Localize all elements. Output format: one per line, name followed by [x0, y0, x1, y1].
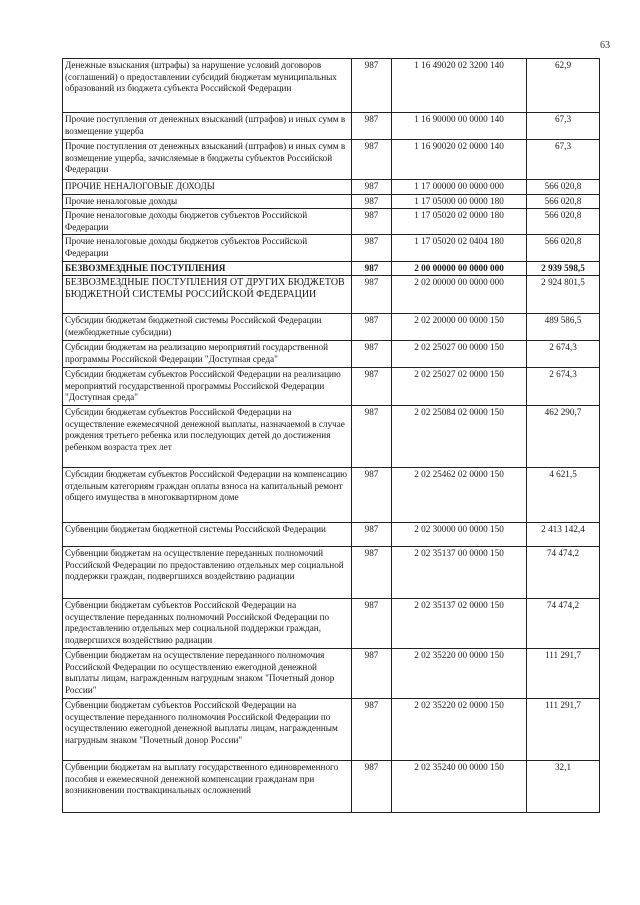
row-admin-code: 987	[352, 523, 392, 547]
row-name: Прочие неналоговые доходы бюджетов субъектов Российской Федерации	[65, 236, 308, 258]
row-amount: 462 290,7	[527, 406, 600, 468]
row-name-cell	[63, 113, 352, 140]
row-amount: 111 291,7	[527, 649, 600, 699]
row-name-cell	[63, 314, 352, 341]
row-name: Субсидии бюджетам субъектов Российской Федерации на реализацию мероприятий государственной программы Российской Федерации "Доступная среда"	[65, 369, 341, 403]
row-budget-code: 1 17 05020 02 0000 180	[392, 209, 527, 235]
row-name: Субвенции бюджетам на осуществление переданного полномочия Российской Федерации по осуществлению ежегодной денежной выплаты лицам, награжденным нагрудным знаком "Почетный донор России"	[65, 650, 335, 695]
row-budget-code: 1 17 05000 00 0000 180	[392, 194, 527, 209]
row-budget-code: 2 02 25027 02 0000 150	[392, 368, 527, 406]
revenue-table	[62, 58, 600, 813]
table-row	[63, 180, 600, 195]
table-row	[63, 261, 600, 276]
row-name-cell	[63, 209, 352, 235]
row-admin-code: 987	[352, 209, 392, 235]
row-budget-code: 1 17 00000 00 0000 000	[392, 180, 527, 195]
row-name-cell	[63, 261, 352, 276]
row-name-cell	[63, 194, 352, 209]
row-name-cell	[63, 276, 352, 314]
row-admin-code: 987	[352, 699, 392, 761]
table-row	[63, 235, 600, 261]
row-amount: 67,3	[527, 140, 600, 180]
row-name-cell	[63, 140, 352, 180]
row-amount: 74 474,2	[527, 599, 600, 649]
table-row	[63, 699, 600, 761]
table-row	[63, 140, 600, 180]
row-name-cell	[63, 406, 352, 468]
row-name-cell	[63, 341, 352, 368]
row-name-cell	[63, 699, 352, 761]
row-budget-code: 1 17 05020 02 0404 180	[392, 235, 527, 261]
row-amount: 2 924 801,5	[527, 276, 600, 314]
table-row	[63, 761, 600, 813]
table-row	[63, 209, 600, 235]
table-row	[63, 368, 600, 406]
table-row	[63, 113, 600, 140]
row-admin-code: 987	[352, 180, 392, 195]
row-budget-code: 1 16 90000 00 0000 140	[392, 113, 527, 140]
row-budget-code: 2 02 35137 00 0000 150	[392, 547, 527, 599]
row-name: Прочие поступления от денежных взысканий (штрафов) и иных сумм в возмещение ущерба	[65, 114, 346, 136]
row-name-cell	[63, 649, 352, 699]
row-budget-code: 2 02 25084 02 0000 150	[392, 406, 527, 468]
row-budget-code: 2 02 35220 02 0000 150	[392, 699, 527, 761]
row-name: БЕЗВОЗМЕЗДНЫЕ ПОСТУПЛЕНИЯ	[65, 262, 226, 273]
row-name: Субсидии бюджетам на реализацию мероприятий государственной программы Российской Федерации "Доступная среда"	[65, 342, 329, 364]
row-amount: 111 291,7	[527, 699, 600, 761]
row-name: Прочие неналоговые доходы бюджетов субъектов Российской Федерации	[65, 210, 308, 232]
table-row	[63, 59, 600, 113]
row-amount: 566 020,8	[527, 194, 600, 209]
table-row	[63, 599, 600, 649]
table-row	[63, 406, 600, 468]
row-name: ПРОЧИЕ НЕНАЛОГОВЫЕ ДОХОДЫ	[65, 181, 215, 191]
row-budget-code: 1 16 90020 02 0000 140	[392, 140, 527, 180]
row-amount: 2 413 142,4	[527, 523, 600, 547]
row-name-cell	[63, 547, 352, 599]
row-amount: 4 621,5	[527, 468, 600, 523]
row-budget-code: 2 00 00000 00 0000 000	[392, 261, 527, 276]
table-row	[63, 314, 600, 341]
table-row	[63, 468, 600, 523]
row-budget-code: 2 02 25462 02 0000 150	[392, 468, 527, 523]
row-amount: 74 474,2	[527, 547, 600, 599]
row-name-cell	[63, 59, 352, 113]
row-name-cell	[63, 180, 352, 195]
row-name: Субвенции бюджетам субъектов Российской Федерации на осуществление переданного полномочия Российской Федерации по осуществлению ежегодной денежной выплаты лицам, награжденным нагрудным знаком "Почетный донор России"	[65, 700, 338, 745]
row-admin-code: 987	[352, 113, 392, 140]
row-name: Денежные взыскания (штрафы) за нарушение условий договоров (соглашений) о предоставлении субсидий бюджетам муниципальных образований из бюджета субъекта Российской Федерации	[65, 60, 337, 94]
row-admin-code: 987	[352, 761, 392, 813]
row-name-cell	[63, 368, 352, 406]
row-name: Субвенции бюджетам на выплату государственного единовременного пособия и ежемесячной денежной компенсации гражданам при возникновении поствакцинальных осложнений	[65, 762, 339, 796]
row-admin-code: 987	[352, 468, 392, 523]
row-budget-code: 1 16 49020 02 3200 140	[392, 59, 527, 113]
row-budget-code: 2 02 30000 00 0000 150	[392, 523, 527, 547]
row-amount: 32,1	[527, 761, 600, 813]
row-amount: 67,3	[527, 113, 600, 140]
row-name: Прочие неналоговые доходы	[65, 195, 178, 206]
table-row	[63, 547, 600, 599]
row-name: Прочие поступления от денежных взысканий (штрафов) и иных сумм в возмещение ущерба, зачисляемые в бюджеты субъектов Российской Федерации	[65, 141, 346, 175]
row-amount: 566 020,8	[527, 209, 600, 235]
row-admin-code: 987	[352, 59, 392, 113]
row-name: Субвенции бюджетам бюджетной системы Российской Федерации	[65, 524, 326, 535]
row-admin-code: 987	[352, 276, 392, 314]
row-amount: 489 586,5	[527, 314, 600, 341]
row-budget-code: 2 02 35220 00 0000 150	[392, 649, 527, 699]
row-budget-code: 2 02 35137 02 0000 150	[392, 599, 527, 649]
row-admin-code: 987	[352, 547, 392, 599]
row-amount: 2 674,3	[527, 341, 600, 368]
row-amount: 62,9	[527, 59, 600, 113]
row-budget-code: 2 02 00000 00 0000 000	[392, 276, 527, 314]
table-row	[63, 649, 600, 699]
row-amount: 2 939 598,5	[527, 261, 600, 276]
row-admin-code: 987	[352, 140, 392, 180]
row-name-cell	[63, 761, 352, 813]
table-row	[63, 276, 600, 314]
row-name: Субсидии бюджетам субъектов Российской Федерации на осуществление ежемесячной денежной выплаты, назначаемой в случае рождения третьего ребенка или последующих детей до достижения ребенком возраста трех лет	[65, 407, 345, 452]
row-admin-code: 987	[352, 341, 392, 368]
row-admin-code: 987	[352, 194, 392, 209]
row-name: Субсидии бюджетам бюджетной системы Российской Федерации (межбюджетные субсидии)	[65, 315, 322, 337]
row-admin-code: 987	[352, 235, 392, 261]
table-row	[63, 341, 600, 368]
page-number: 63	[600, 40, 610, 51]
row-admin-code: 987	[352, 261, 392, 276]
row-name: Субсидии бюджетам субъектов Российской Федерации на компенсацию отдельным категориям граждан оплаты взноса на капитальный ремонт общего имущества в многоквартирном доме	[65, 469, 348, 503]
row-budget-code: 2 02 35240 00 0000 150	[392, 761, 527, 813]
table-row	[63, 523, 600, 547]
row-name-cell	[63, 599, 352, 649]
row-amount: 566 020,8	[527, 180, 600, 195]
row-name-cell	[63, 523, 352, 547]
row-amount: 2 674,3	[527, 368, 600, 406]
row-name: Субвенции бюджетам на осуществление переданных полномочий Российской Федерации по предоставлению отдельных мер социальной поддержки граждан, подвергшихся воздействию радиации	[65, 548, 344, 582]
table-row	[63, 194, 600, 209]
row-admin-code: 987	[352, 314, 392, 341]
row-amount: 566 020,8	[527, 235, 600, 261]
row-admin-code: 987	[352, 649, 392, 699]
row-budget-code: 2 02 20000 00 0000 150	[392, 314, 527, 341]
row-name: Субвенции бюджетам субъектов Российской Федерации на осуществление переданных полномочий Российской Федерации по предоставлению отдельных мер социальной поддержки граждан, подвергшихся воздействию радиации	[65, 600, 330, 645]
row-admin-code: 987	[352, 599, 392, 649]
row-admin-code: 987	[352, 406, 392, 468]
row-budget-code: 2 02 25027 00 0000 150	[392, 341, 527, 368]
row-name-cell	[63, 235, 352, 261]
row-name: БЕЗВОЗМЕЗДНЫЕ ПОСТУПЛЕНИЯ ОТ ДРУГИХ БЮДЖЕТОВ БЮДЖЕТНОЙ СИСТЕМЫ РОССИЙСКОЙ ФЕДЕРАЦИИ	[65, 277, 345, 301]
row-admin-code: 987	[352, 368, 392, 406]
row-name-cell	[63, 468, 352, 523]
